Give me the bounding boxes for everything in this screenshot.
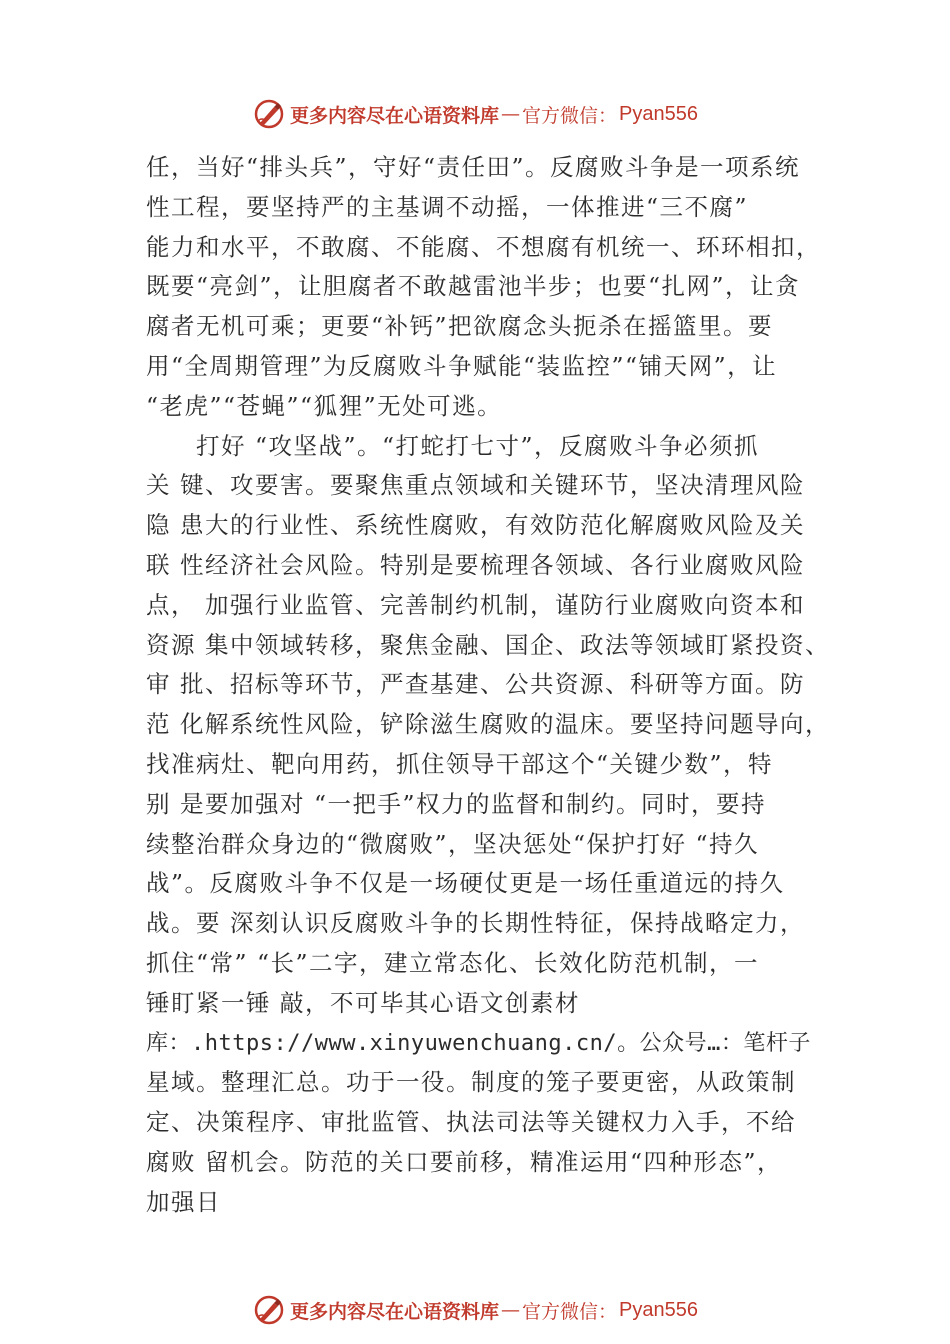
body-line: 腐者无机可乘；更要“补钙”把欲腐念头扼杀在摇篮里。要 — [146, 312, 774, 341]
body-line: 找准病灶、靶向用药，抓住领导干部这个“关键少数”，特 — [146, 749, 774, 778]
body-line: 星域。整理汇总。功于一役。制度的笼子要更密，从政策制 — [146, 1068, 796, 1097]
body-line: 腐败 留机会。防范的关口要前移，精准运用“四种形态”， — [146, 1147, 782, 1176]
header-subtitle: 官方微信： — [522, 104, 618, 127]
header-wechat-id: Pyan556 — [619, 102, 698, 125]
header-banner — [0, 94, 950, 134]
body-line: 联 性经济社会风险。特别是要梳理各领域、各行业腐败风险 — [146, 550, 805, 579]
body-line: 打好 “攻坚战”。“打蛇打七寸”，反腐败斗争必须抓 — [146, 431, 760, 460]
body-line: 锤盯紧一锤 敲，不可毕其心语文创素材 — [146, 988, 580, 1017]
body-line: 能力和水平，不敢腐、不能腐、不想腐有机统一、环环相扣， — [146, 232, 821, 261]
body-line: 战。要 深刻认识反腐败斗争的长期性特征，保持战略定力， — [146, 909, 805, 938]
body-line: 用“全周期管理”为反腐败斗争赋能“装监控”“铺天网”，让 — [146, 351, 778, 380]
body-line: 加强日 — [146, 1187, 221, 1216]
footer-subtitle: 官方微信： — [522, 1300, 618, 1323]
body-line: 点， 加强行业监管、完善制约机制，谨防行业腐败向资本和 — [146, 590, 805, 619]
body-line: 战”。反腐败斗争不仅是一场硬仗更是一场任重道远的持久 — [146, 869, 785, 898]
body-line: 性工程，要坚持严的主基调不动摇，一体推进“三不腐” — [146, 192, 749, 221]
body-line: 隐 患大的行业性、系统性腐败，有效防范化解腐败风险及关 — [146, 511, 805, 540]
body-line: 既要“亮剑”，让胆腐者不敢越雷池半步；也要“扎网”，让贪 — [146, 272, 801, 301]
footer-wechat-id: Pyan556 — [619, 1298, 698, 1321]
body-line: 续整治群众身边的“微腐败”，坚决惩处“保护打好 “持久 — [146, 829, 760, 858]
body-line: 抓住“常” “长”二字，建立常态化、长效化防范机制，一 — [146, 948, 760, 977]
header-dash: — — [501, 103, 521, 125]
header-title: 更多内容尽在心语资料库 — [290, 104, 500, 127]
body-line: 范 化解系统性风险，铲除滋生腐败的温床。要坚持问题导向， — [146, 710, 830, 739]
body-line: 定、决策程序、审批监管、执法司法等关键权力入手，不给 — [146, 1108, 796, 1137]
body-line: “老虎”“苍蝇”“狐狸”无处可逃。 — [146, 391, 503, 420]
body-line: 审 批、招标等环节，严查基建、公共资源、科研等方面。防 — [146, 670, 805, 699]
body-text — [146, 148, 846, 1223]
pen-circle-logo-icon — [252, 1293, 286, 1327]
footer-banner — [0, 1290, 950, 1330]
footer-title: 更多内容尽在心语资料库 — [290, 1300, 500, 1323]
pen-circle-logo-icon — [252, 97, 286, 131]
body-line: 关 键、攻要害。要聚焦重点领域和关键环节，坚决清理风险 — [146, 471, 805, 500]
body-line: 别 是要加强对 “一把手”权力的监督和制约。同时，要持 — [146, 789, 766, 818]
body-line: 任，当好“排头兵”，守好“责任田”。反腐败斗争是一项系统 — [146, 153, 801, 181]
footer-dash: — — [501, 1299, 521, 1321]
body-line-url: 库：.https://www.xinyuwenchuang.cn/。公众号…：笔杆子 — [146, 1030, 811, 1056]
body-line: 资源 集中领域转移，聚焦金融、国企、政法等领域盯紧投资、 — [146, 630, 830, 659]
